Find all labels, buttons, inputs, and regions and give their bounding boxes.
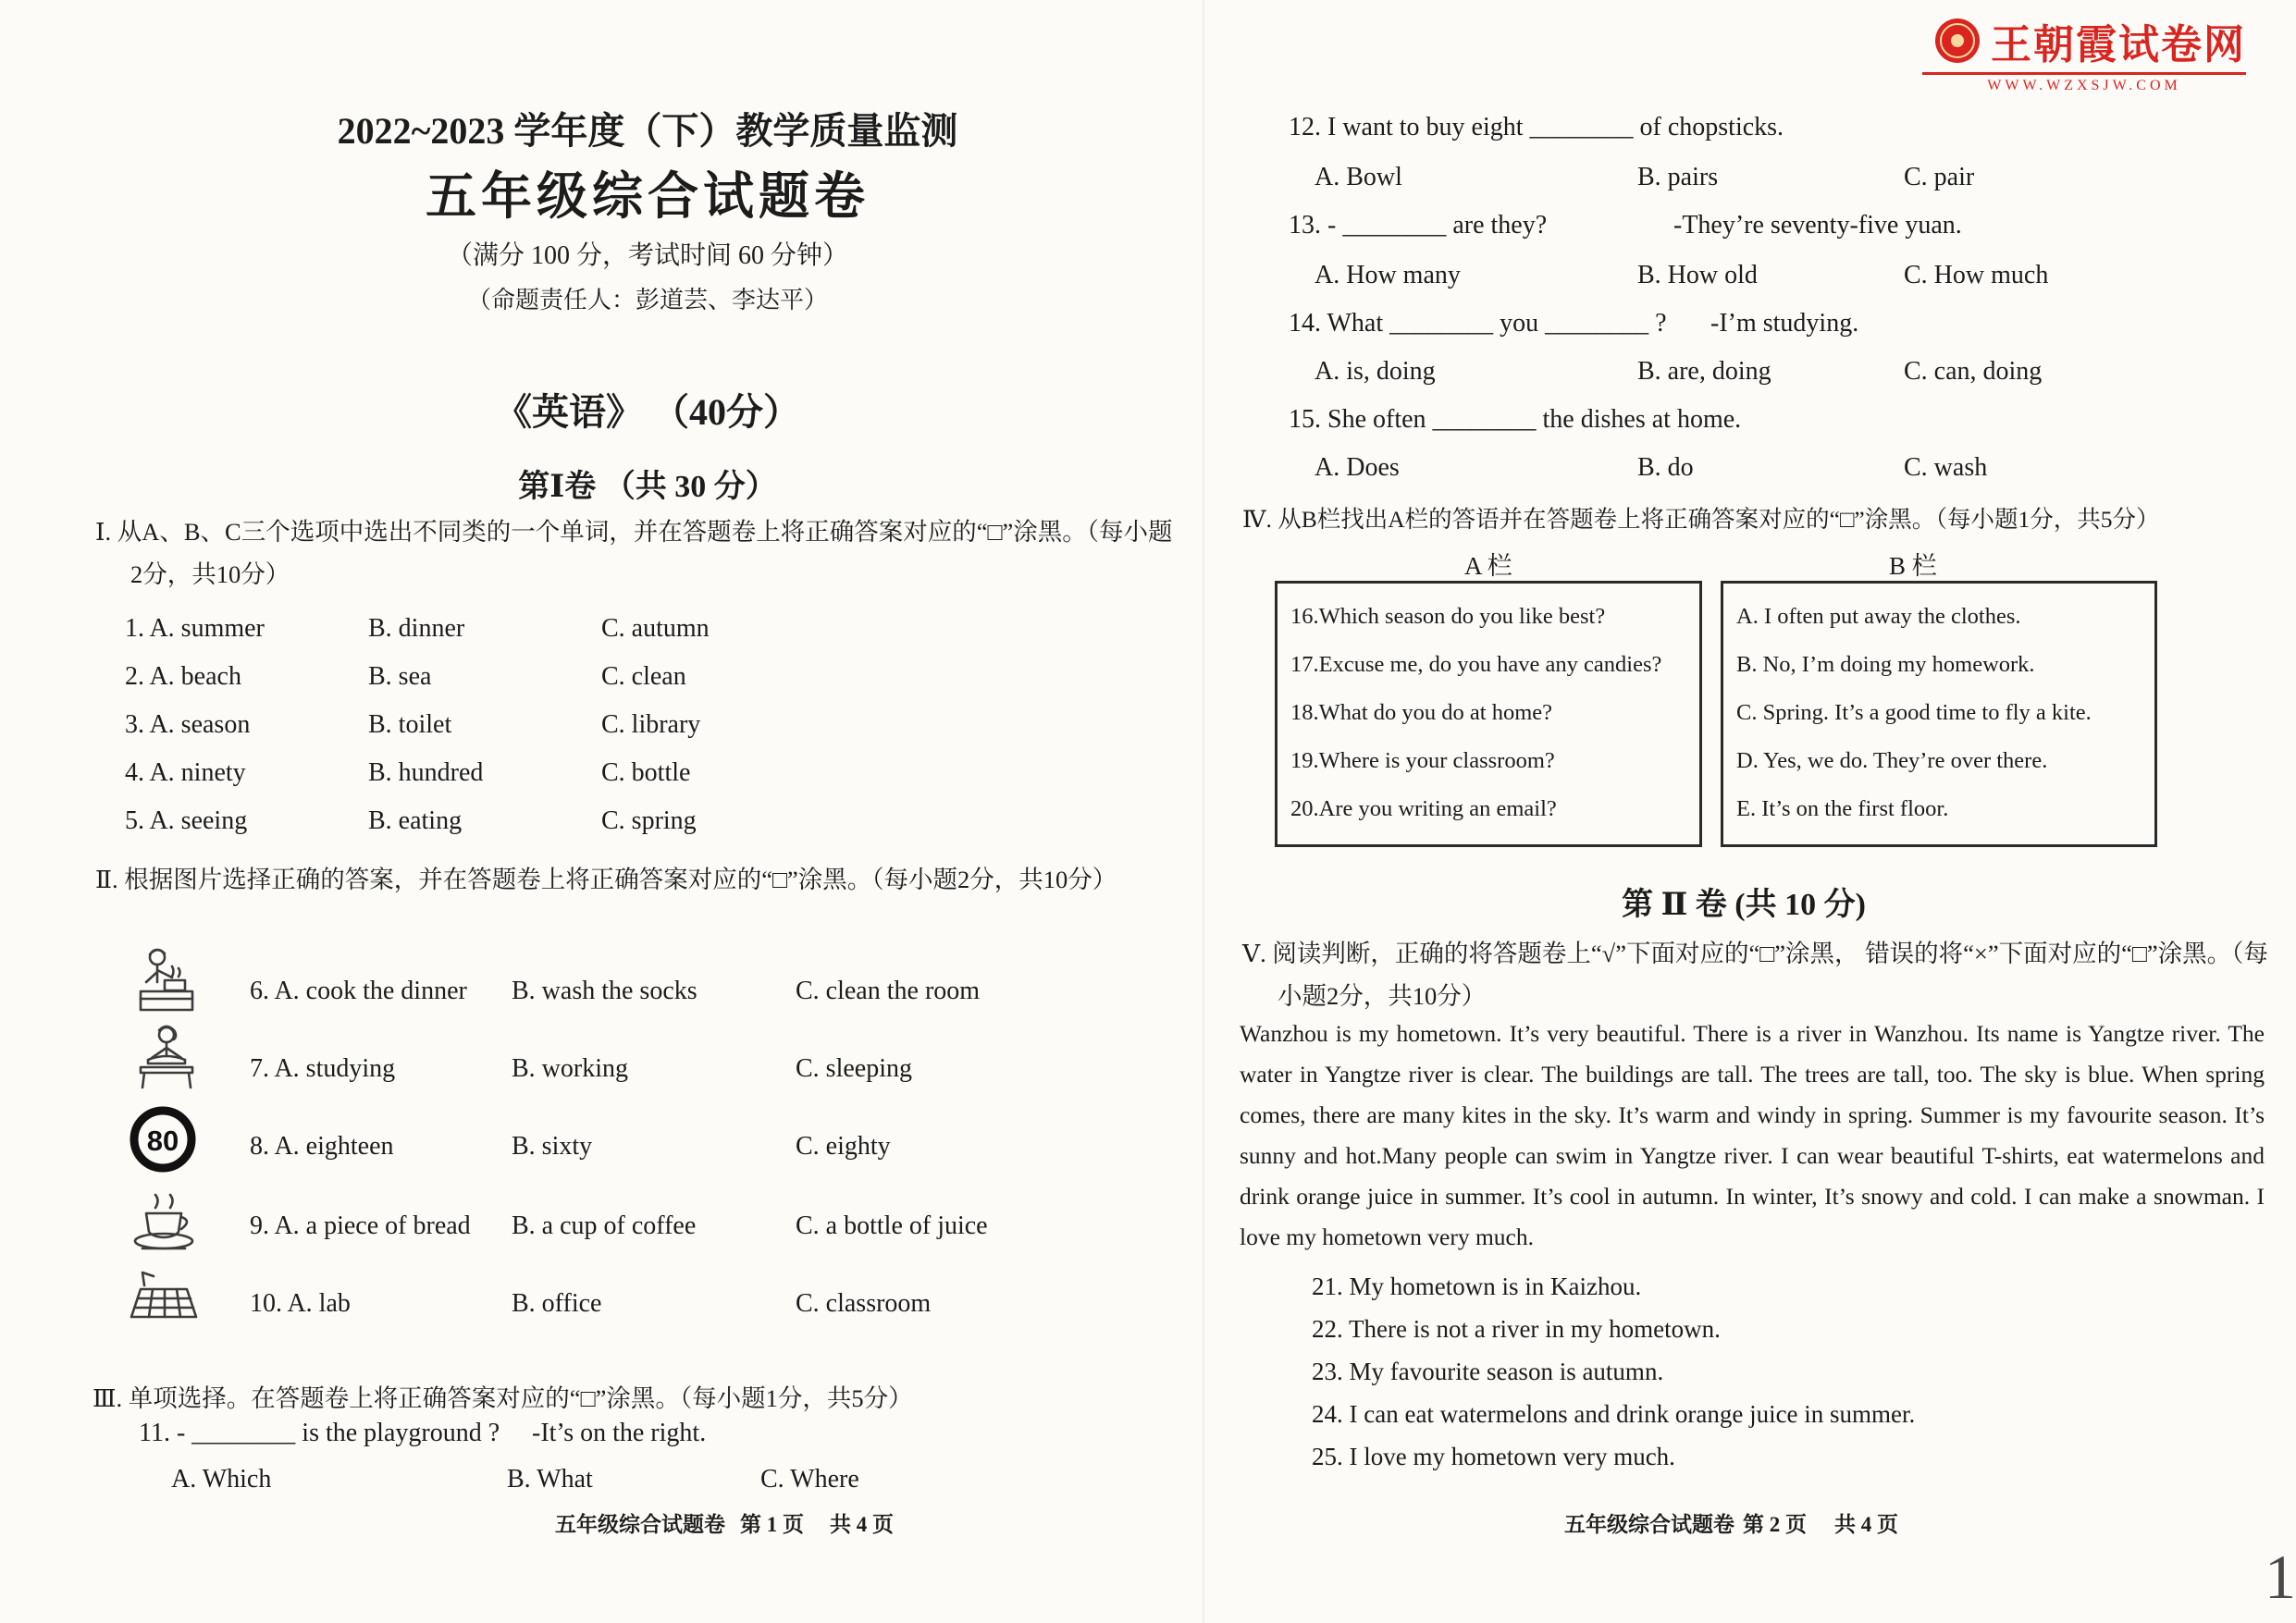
q12-option-a: A. Bowl [1315,163,1402,191]
q13-answer: -They’re seventy-five yuan. [1673,211,1962,240]
section2-instruction: Ⅱ. 根据图片选择正确的答案，并在答题卷上将正确答案对应的“□”涂黑。（每小题2分，共10分） [95,866,1117,893]
q3-option-b: B. toilet [368,710,452,739]
q12-stem: 12. I want to buy eight ________ of chopsticks. [1289,113,1784,141]
eighty-sign-image [126,1102,200,1176]
q6-option-a: 6. A. cook the dinner [250,977,467,1005]
statement-24: 24. I can eat watermelons and drink orange juice in summer. [1312,1400,1916,1428]
section3-instruction: Ⅲ. 单项选择。在答题卷上将正确答案对应的“□”涂黑。（每小题1分，共5分） [93,1384,913,1412]
match-q16: 16.Which season do you like best? [1290,604,1606,629]
match-q19: 19.Where is your classroom? [1290,748,1555,773]
logo-seal-icon [1933,17,1981,65]
match-column-a-box [1275,581,1702,847]
q14-option-c: C. can, doing [1904,357,2043,386]
footer1-page-total: 共 4 页 [830,1513,894,1536]
match-answer-d: D. Yes, we do. They’re over there. [1736,748,2048,773]
exam-authors: （命题责任人：彭道芸、李达平） [466,287,828,314]
q8-option-c: C. eighty [796,1132,891,1161]
cooking-image [130,945,204,1019]
eighty-sign-number: 80 [146,1125,179,1157]
q15-option-a: A. Does [1315,453,1400,482]
q10-option-a: 10. A. lab [250,1289,351,1318]
match-q17: 17.Excuse me, do you have any candies? [1290,652,1662,677]
q5-option-b: B. eating [368,806,463,835]
q10-option-c: C. classroom [796,1289,932,1318]
q4-option-c: C. bottle [601,758,691,787]
logo-site-name: 王朝霞试卷网 [1991,22,2246,68]
q7-option-c: C. sleeping [796,1054,912,1083]
match-column-b-label: B 栏 [1889,552,1937,580]
reading-passage: Wanzhou is my hometown. It’s very beautiful. There is a river in Wanzhou. Its name is Yangtze river. The water in Yangtze river is clear. The buildings are tall. The trees are tall, too. The sky is blue. When spring comes, there are many kites in the sky. It’s warm and windy in spring. Summer is my favourite season. It’s sunny and hot.Many people can swim in Yangtze river. I can wear beautiful T-shirts, eat watermelons and drink orange juice in summer. It’s cool in autumn. In winter, It’s snowy and cold. I can make a snowman. I love my hometown very much. [1240,1020,2265,1250]
section4-instruction: Ⅳ. 从B栏找出A栏的答语并在答题卷上将正确答案对应的“□”涂黑。（每小题1分，共5分） [1242,506,2160,533]
studying-image [130,1023,204,1097]
subject-heading: 《英语》 （40分） [495,391,800,433]
match-answer-b: B. No, I’m doing my homework. [1736,652,2035,677]
q4-option-a: 4. A. ninety [125,758,246,787]
part1-heading: 第Ⅰ卷 （共 30 分） [518,470,777,504]
footer2-page-total: 共 4 页 [1834,1513,1898,1536]
q2-option-c: C. clean [601,662,686,691]
q8-option-a: 8. A. eighteen [250,1132,394,1161]
statement-25: 25. I love my hometown very much. [1312,1443,1675,1470]
section1-instruction: Ⅰ. 从A、B、C三个选项中选出不同类的一个单词，并在答题卷上将正确答案对应的“□”涂黑。（每小题2分，共10分） [95,518,1173,588]
q2-option-a: 2. A. beach [125,662,241,691]
section5-instruction: Ⅴ. 阅读判断，正确的将答题卷上“√”下面对应的“□”涂黑， 错误的将“×”下面对应的“□”涂黑。（每小题2分，共10分） [1242,940,2268,1010]
footer1-page-number: 第 1 页 [740,1513,804,1536]
q6-option-b: B. wash the socks [512,977,697,1005]
q14-option-a: A. is, doing [1315,357,1436,386]
match-answer-e: E. It’s on the first floor. [1736,796,1949,821]
q9-option-c: C. a bottle of juice [796,1211,988,1240]
coffee-cup-image [126,1184,204,1256]
site-logo [1922,11,2246,94]
q9-option-a: 9. A. a piece of bread [250,1211,471,1240]
q14-answer: -I’m studying. [1710,309,1859,338]
q15-option-c: C. wash [1904,453,1988,482]
q3-option-a: 3. A. season [125,710,251,739]
classroom-image [126,1261,204,1334]
statement-23: 23. My favourite season is autumn. [1312,1358,1664,1385]
match-q20: 20.Are you writing an email? [1290,796,1557,821]
q1-option-c: C. autumn [601,614,710,643]
q15-option-b: B. do [1637,453,1694,482]
q13-option-c: C. How much [1904,261,2049,289]
match-q18: 18.What do you do at home? [1290,700,1553,725]
match-answer-a: A. I often put away the clothes. [1736,604,2021,629]
q11-option-c: C. Where [760,1465,859,1494]
q5-option-a: 5. A. seeing [125,806,248,835]
q5-option-c: C. spring [601,806,697,835]
q2-option-b: B. sea [368,662,432,691]
match-column-a-label: A 栏 [1464,552,1512,580]
part2-heading: 第 Ⅱ 卷 (共 10 分) [1622,888,1866,922]
q8-option-b: B. sixty [512,1132,593,1161]
q11-answer: -It’s on the right. [532,1419,707,1447]
match-answer-c: C. Spring. It’s a good time to fly a kite. [1736,700,2092,725]
q12-option-c: C. pair [1904,163,1975,191]
q7-option-a: 7. A. studying [250,1054,396,1083]
q4-option-b: B. hundred [368,758,484,787]
q9-option-b: B. a cup of coffee [512,1211,697,1240]
q13-option-a: A. How many [1315,261,1461,289]
match-column-b-box [1721,581,2157,847]
q13-stem: 13. - ________ are they? [1289,211,1548,240]
q14-option-b: B. are, doing [1637,357,1771,386]
statement-21: 21. My hometown is in Kaizhou. [1312,1273,1642,1300]
q13-option-b: B. How old [1637,261,1758,289]
q14-stem: 14. What ________ you ________ ? [1289,309,1667,338]
exam-score-time: （满分 100 分，考试时间 60 分钟） [446,241,848,270]
q1-option-b: B. dinner [368,614,465,643]
q6-option-c: C. clean the room [796,977,981,1005]
q11-stem: 11. - ________ is the playground ? [139,1419,500,1447]
reading-block [1240,1014,2265,1478]
statement-22: 22. There is not a river in my hometown. [1312,1315,1721,1343]
exam-session-title: 2022~2023 学年度（下）教学质量监测 [337,110,958,152]
q11-option-a: A. Which [171,1465,272,1494]
exam-paper-title: 五年级综合试题卷 [425,168,870,225]
q10-option-b: B. office [512,1289,602,1318]
q15-stem: 15. She often ________ the dishes at home. [1289,405,1742,434]
logo-site-url: WWW.WZXSJW.COM [1922,72,2246,94]
footer1-doc-title: 五年级综合试题卷 [555,1513,725,1536]
q12-option-b: B. pairs [1637,163,1719,191]
reading-statements [1312,1265,2265,1478]
q1-option-a: 1. A. summer [125,614,265,643]
footer2-doc-title: 五年级综合试题卷 [1564,1513,1734,1536]
q11-option-b: B. What [507,1465,593,1494]
page-fold-divider [1203,0,1204,1623]
q7-option-b: B. working [512,1054,628,1083]
footer2-page-number: 第 2 页 [1743,1513,1807,1536]
q3-option-c: C. library [601,710,701,739]
scan-corner-page-number: 1 [2265,1542,2296,1612]
